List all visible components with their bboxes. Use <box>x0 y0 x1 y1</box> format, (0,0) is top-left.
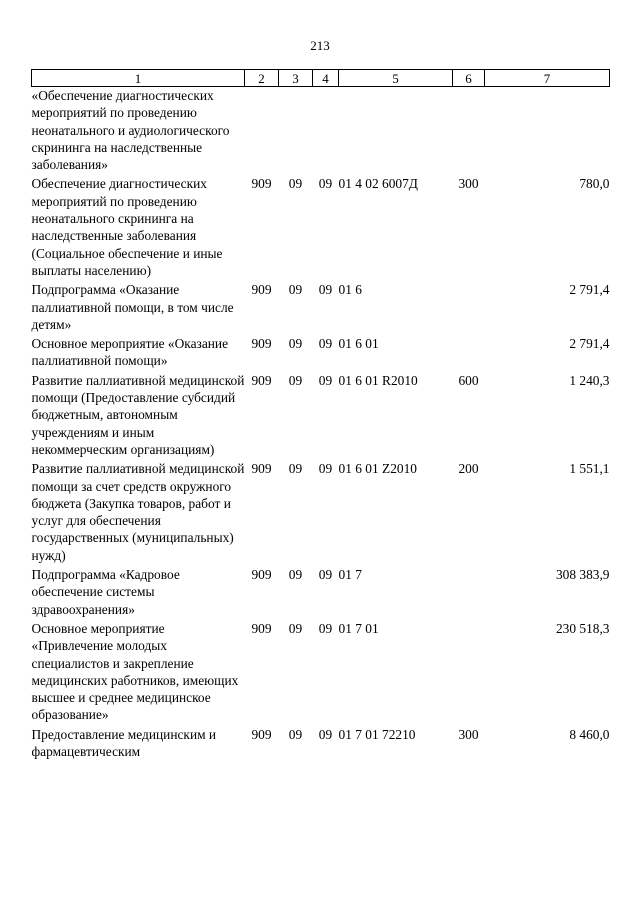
row-grbs: 909 <box>251 620 272 636</box>
row-name: Предоставление медицинским и фармацевтическим <box>31 726 217 759</box>
row-amount: 780,0 <box>579 176 610 192</box>
row-subsection: 09 <box>318 282 333 298</box>
column-header: 7 <box>485 70 610 87</box>
row-grbs: 909 <box>251 567 272 583</box>
row-name: Основное мероприятие «Оказание паллиативной помощи» <box>31 336 229 369</box>
row-name: Обеспечение диагностических мероприятий по проведению неонатального скрининга на наследственные заболевания (Социальное обеспечение и иные выплаты населению) <box>31 176 223 278</box>
column-header: 4 <box>313 70 339 87</box>
row-grbs: 909 <box>251 461 272 477</box>
row-amount: 230 518,3 <box>555 620 610 636</box>
row-target-article <box>339 87 453 176</box>
row-subsection: 09 <box>318 620 333 636</box>
column-header: 3 <box>279 70 313 87</box>
row-section: 09 <box>288 726 303 742</box>
row-amount: 308 383,9 <box>555 567 610 583</box>
row-amount: 1 240,3 <box>569 372 610 388</box>
row-expense-type: 200 <box>458 461 479 477</box>
table-row <box>32 175 610 281</box>
column-header: 6 <box>453 70 485 87</box>
row-section: 09 <box>288 567 303 583</box>
row-expense-type <box>453 566 485 620</box>
row-expense-type: 300 <box>458 726 479 742</box>
row-target-article: 01 7 01 <box>338 620 379 636</box>
row-subsection: 09 <box>318 461 333 477</box>
header-row <box>32 70 610 87</box>
row-name: Развитие паллиативной медицинской помощи (Предоставление субсидий бюджетным, автономным учреждениям и иным некоммерческим организациям) <box>31 372 245 457</box>
row-grbs: 909 <box>251 726 272 742</box>
table-row <box>32 372 610 460</box>
table-row <box>32 620 610 726</box>
row-grbs: 909 <box>251 176 272 192</box>
row-name: Основное мероприятие «Привлечение молодых специалистов и закрепление медицинских работников, имеющих высшее и среднее медицинское образование» <box>31 620 239 723</box>
row-target-article: 01 6 01 R2010 <box>338 372 418 388</box>
row-target-article: 01 6 01 <box>338 336 379 352</box>
row-target-article: 01 4 02 6007Д <box>338 176 418 192</box>
table-row <box>32 726 610 763</box>
row-name: «Обеспечение диагностических мероприятий по проведению неонатального и аудиологического скрининга на наследственные заболевания» <box>31 88 230 173</box>
row-amount: 1 551,1 <box>569 461 610 477</box>
row-name: Развитие паллиативной медицинской помощи за счет средств окружного бюджета (Закупка товаров, работ и услуг для обеспечения государственных (муниципальных) нужд) <box>31 461 245 563</box>
row-subsection: 09 <box>318 567 333 583</box>
row-expense-type <box>453 281 485 335</box>
row-name: Подпрограмма «Оказание паллиативной помощи, в том числе детям» <box>31 282 234 332</box>
row-section: 09 <box>288 282 303 298</box>
column-header: 1 <box>32 70 245 87</box>
table-row <box>32 335 610 372</box>
column-header: 2 <box>245 70 279 87</box>
row-grbs: 909 <box>251 336 272 352</box>
row-subsection: 09 <box>318 726 333 742</box>
row-section <box>279 87 313 176</box>
row-target-article: 01 6 <box>338 282 362 298</box>
row-expense-type <box>453 335 485 372</box>
row-subsection: 09 <box>318 176 333 192</box>
row-section: 09 <box>288 176 303 192</box>
row-grbs: 909 <box>251 372 272 388</box>
row-grbs: 909 <box>251 282 272 298</box>
row-subsection: 09 <box>318 336 333 352</box>
row-target-article: 01 7 01 72210 <box>338 726 416 742</box>
page-number: 213 <box>310 38 330 53</box>
row-amount: 8 460,0 <box>569 726 610 742</box>
table-body <box>32 87 610 763</box>
row-subsection: 09 <box>318 372 333 388</box>
row-amount <box>485 87 610 176</box>
row-section: 09 <box>288 336 303 352</box>
row-amount: 2 791,4 <box>569 336 610 352</box>
row-target-article: 01 6 01 Z2010 <box>338 461 417 477</box>
row-expense-type: 600 <box>458 372 479 388</box>
row-section: 09 <box>288 461 303 477</box>
row-expense-type <box>453 87 485 176</box>
table-row <box>32 566 610 620</box>
row-target-article: 01 7 <box>338 567 362 583</box>
row-section: 09 <box>288 372 303 388</box>
table-row <box>32 281 610 335</box>
table-row <box>32 460 610 566</box>
row-amount: 2 791,4 <box>569 282 610 298</box>
row-grbs <box>245 87 279 176</box>
row-name: Подпрограмма «Кадровое обеспечение системы здравоохранения» <box>31 567 180 617</box>
row-section: 09 <box>288 620 303 636</box>
row-subsection <box>313 87 339 176</box>
column-header: 5 <box>339 70 453 87</box>
row-expense-type: 300 <box>458 176 479 192</box>
row-expense-type <box>453 620 485 726</box>
table-row <box>32 87 610 176</box>
budget-table <box>31 69 610 762</box>
